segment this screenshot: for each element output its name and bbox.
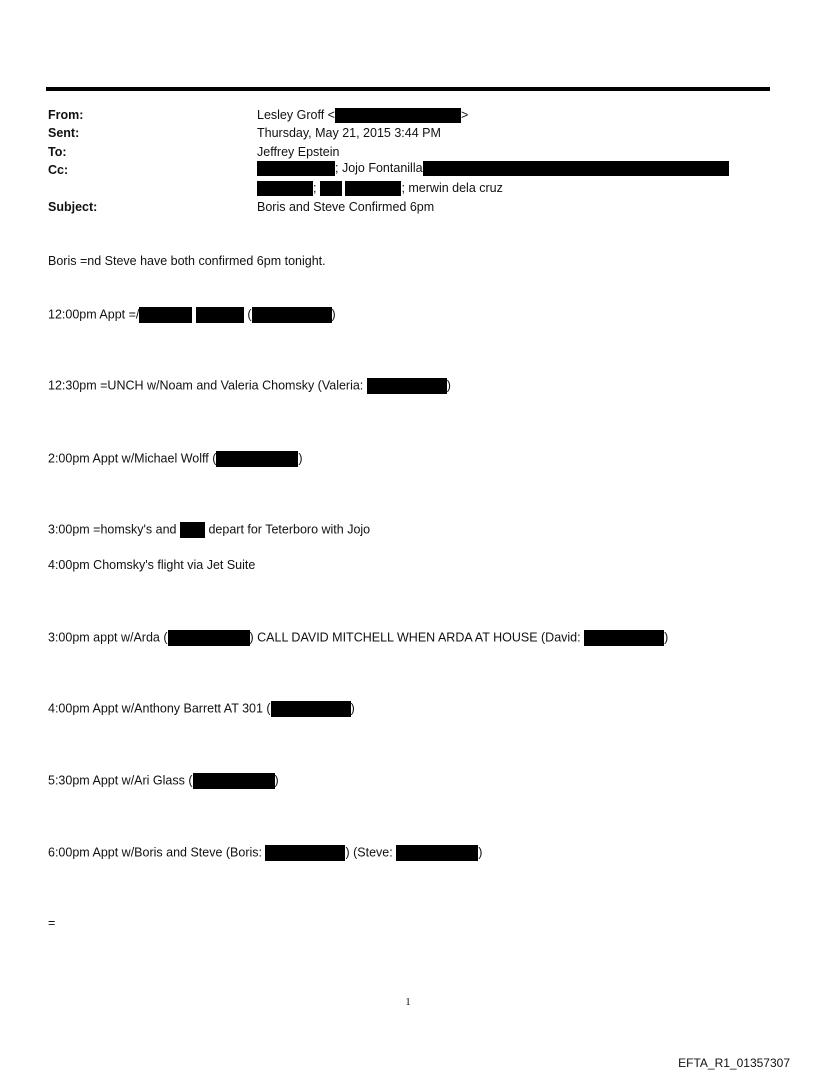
cc-sep-2: ; merwin dela cruz (401, 181, 503, 195)
redaction-block (168, 630, 250, 646)
schedule-text: ) CALL DAVID MITCHELL WHEN ARDA AT HOUSE (David: (249, 630, 581, 645)
to-label: To: (48, 145, 67, 159)
schedule-line (48, 845, 482, 861)
schedule-text: ) (478, 845, 483, 860)
schedule-line (48, 630, 668, 646)
equals-line: = (48, 916, 56, 930)
cc-line-1 (257, 161, 729, 176)
redaction-block (345, 181, 401, 196)
redaction-block (216, 451, 298, 467)
redaction-block (265, 845, 345, 861)
subject-label: Subject: (48, 200, 98, 214)
schedule-text: 5:30pm Appt w/Ari Glass ( (48, 773, 193, 788)
schedule-text: ( (247, 307, 252, 322)
schedule-text: ) (331, 307, 336, 322)
schedule-text: 2:00pm Appt w/Michael Wolff ( (48, 451, 217, 466)
schedule-line (48, 451, 303, 467)
page-number: 1 (405, 996, 411, 1008)
schedule-text: 6:00pm Appt w/Boris and Steve (Boris: (48, 845, 262, 860)
header-rule (46, 87, 770, 91)
from-label: From: (48, 108, 84, 122)
redaction-block (320, 181, 342, 196)
redaction-block (396, 845, 478, 861)
redaction-block (271, 701, 351, 717)
redaction-block (252, 307, 332, 323)
redaction-block (257, 181, 313, 196)
schedule-text: 12:00pm Appt =/ (48, 307, 140, 322)
sent-label: Sent: (48, 126, 80, 140)
subject-value: Boris and Steve Confirmed 6pm (257, 200, 435, 214)
schedule-text: 12:30pm =UNCH w/Noam and Valeria Chomsky (Valeria: (48, 378, 364, 393)
schedule-line (48, 773, 279, 789)
schedule-line: 4:00pm Chomsky's flight via Jet Suite (48, 558, 256, 572)
redaction-block (367, 378, 447, 394)
schedule-text: ) (Steve: (345, 845, 393, 860)
schedule-text: 4:00pm Appt w/Anthony Barrett AT 301 ( (48, 701, 271, 716)
schedule-line (48, 701, 355, 717)
schedule-text: ) (664, 630, 669, 645)
intro-line: Boris =nd Steve have both confirmed 6pm tonight. (48, 254, 326, 268)
redaction-block (196, 307, 244, 323)
redaction-block (335, 108, 461, 123)
cc-part-1: ; Jojo Fontanilla (335, 161, 423, 175)
cc-label: Cc: (48, 163, 69, 177)
schedule-text: 3:00pm appt w/Arda ( (48, 630, 168, 645)
document-id: EFTA_R1_01357307 (678, 1056, 790, 1070)
cc-line-2 (257, 181, 503, 196)
schedule-line (48, 522, 370, 538)
from-value (257, 108, 468, 123)
redaction-block (180, 522, 205, 538)
redaction-block (257, 161, 335, 176)
redaction-block (423, 161, 729, 176)
schedule-text: ) (446, 378, 451, 393)
cc-sep-1: ; (313, 181, 317, 195)
schedule-text: 3:00pm =homsky's and (48, 522, 177, 537)
schedule-text: ) (274, 773, 279, 788)
from-name: Lesley Groff < (257, 108, 335, 122)
redaction-block (139, 307, 192, 323)
redaction-block (193, 773, 275, 789)
sent-value: Thursday, May 21, 2015 3:44 PM (257, 126, 441, 140)
schedule-line (48, 378, 451, 394)
to-value: Jeffrey Epstein (257, 145, 340, 159)
redaction-block (584, 630, 664, 646)
from-close: > (460, 108, 469, 122)
schedule-text: ) (298, 451, 303, 466)
schedule-text: ) (350, 701, 355, 716)
schedule-text: depart for Teterboro with Jojo (208, 522, 371, 537)
schedule-line (48, 307, 336, 323)
